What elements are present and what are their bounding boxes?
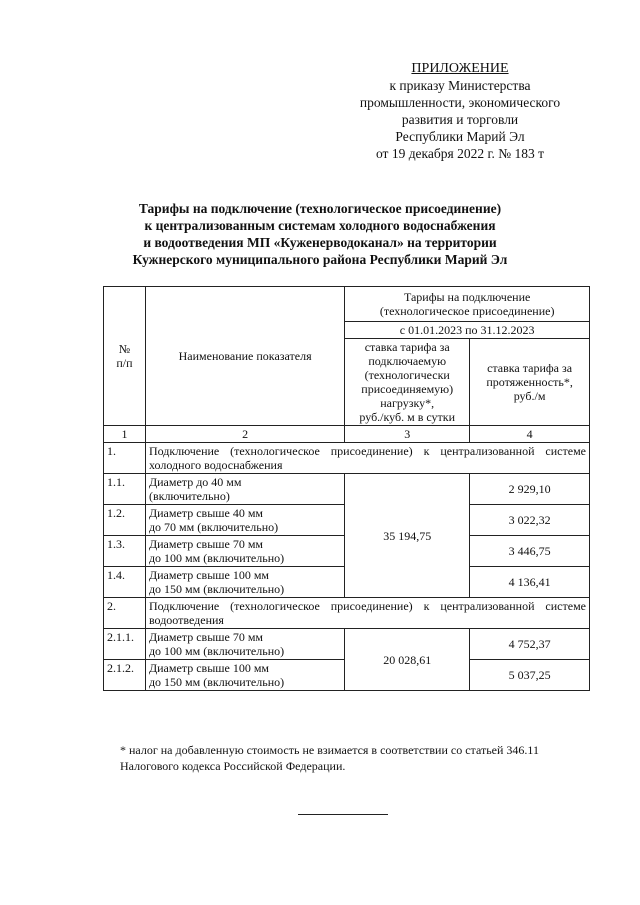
appendix-heading: ПРИЛОЖЕНИЕ (411, 61, 509, 76)
section-num: 2. (104, 598, 146, 629)
appendix-line: от 19 декабря 2022 г. № 183 т (375, 146, 545, 161)
table-row (104, 474, 590, 505)
row-num: 1.3. (104, 536, 146, 567)
section-row (104, 443, 590, 474)
row-num: 1.2. (104, 505, 146, 536)
row-num: 1.4. (104, 567, 146, 598)
row-name: Диаметр свыше 100 мм до 150 мм (включительно) (145, 567, 344, 598)
row-num: 1.1. (104, 474, 146, 505)
appendix-block (330, 60, 590, 162)
appendix-line: Республики Марий Эл (395, 129, 525, 144)
length-rate-value: 5 037,25 (470, 660, 590, 691)
length-rate-value: 3 446,75 (470, 536, 590, 567)
column-number: 1 (104, 426, 146, 443)
section-row (104, 598, 590, 629)
row-name: Диаметр свыше 70 мм до 100 мм (включительно) (145, 629, 344, 660)
appendix-line: к приказу Министерства (389, 78, 531, 93)
load-rate-value: 20 028,61 (345, 629, 470, 691)
row-name: Диаметр свыше 40 мм до 70 мм (включительно) (145, 505, 344, 536)
title-line: к централизованным системам холодного водоснабжения (144, 218, 496, 233)
title-line: Тарифы на подключение (технологическое присоединение) (138, 201, 502, 216)
row-num: 2.1.2. (104, 660, 146, 691)
title-line: и водоотведения МП «Куженерводоканал» на территории (143, 235, 497, 250)
column-numbers-row (104, 426, 590, 443)
header-num: № п/п (104, 287, 146, 426)
load-rate-value: 35 194,75 (345, 474, 470, 598)
header-length-rate: ставка тарифа за протяженность*, руб./м (470, 339, 590, 426)
section-num: 1. (104, 443, 146, 474)
divider (298, 814, 388, 815)
row-name: Диаметр до 40 мм (включительно) (145, 474, 344, 505)
appendix-line: развития и торговли (401, 112, 519, 127)
row-name: Диаметр свыше 100 мм до 150 мм (включительно) (145, 660, 344, 691)
header-name: Наименование показателя (145, 287, 344, 426)
row-name: Диаметр свыше 70 мм до 100 мм (включительно) (145, 536, 344, 567)
header-load-rate: ставка тарифа за подключаемую (технологически присоединяемую) нагрузку*, руб./куб. м в сутки (345, 339, 470, 426)
appendix-line: промышленности, экономического (359, 95, 561, 110)
footnote: * налог на добавленную стоимость не взимается в соответствии со статьей 346.11 Налогового кодекса Российской Федерации. (120, 743, 539, 773)
length-rate-value: 2 929,10 (470, 474, 590, 505)
section-title: Подключение (технологическое присоединение) к централизованной системе холодного водоснабжения (145, 443, 589, 474)
length-rate-value: 4 136,41 (470, 567, 590, 598)
tariff-table (103, 286, 590, 691)
table-row (104, 629, 590, 660)
section-title: Подключение (технологическое присоединение) к централизованной системе водоотведения (145, 598, 589, 629)
header-tariffs: Тарифы на подключение (технологическое присоединение) (345, 287, 590, 322)
column-number: 2 (145, 426, 344, 443)
column-number: 4 (470, 426, 590, 443)
column-number: 3 (345, 426, 470, 443)
length-rate-value: 3 022,32 (470, 505, 590, 536)
length-rate-value: 4 752,37 (470, 629, 590, 660)
title-line: Кужнерского муниципального района Республики Марий Эл (132, 252, 508, 267)
document-title (90, 200, 550, 268)
row-num: 2.1.1. (104, 629, 146, 660)
header-period: с 01.01.2023 по 31.12.2023 (345, 322, 590, 339)
